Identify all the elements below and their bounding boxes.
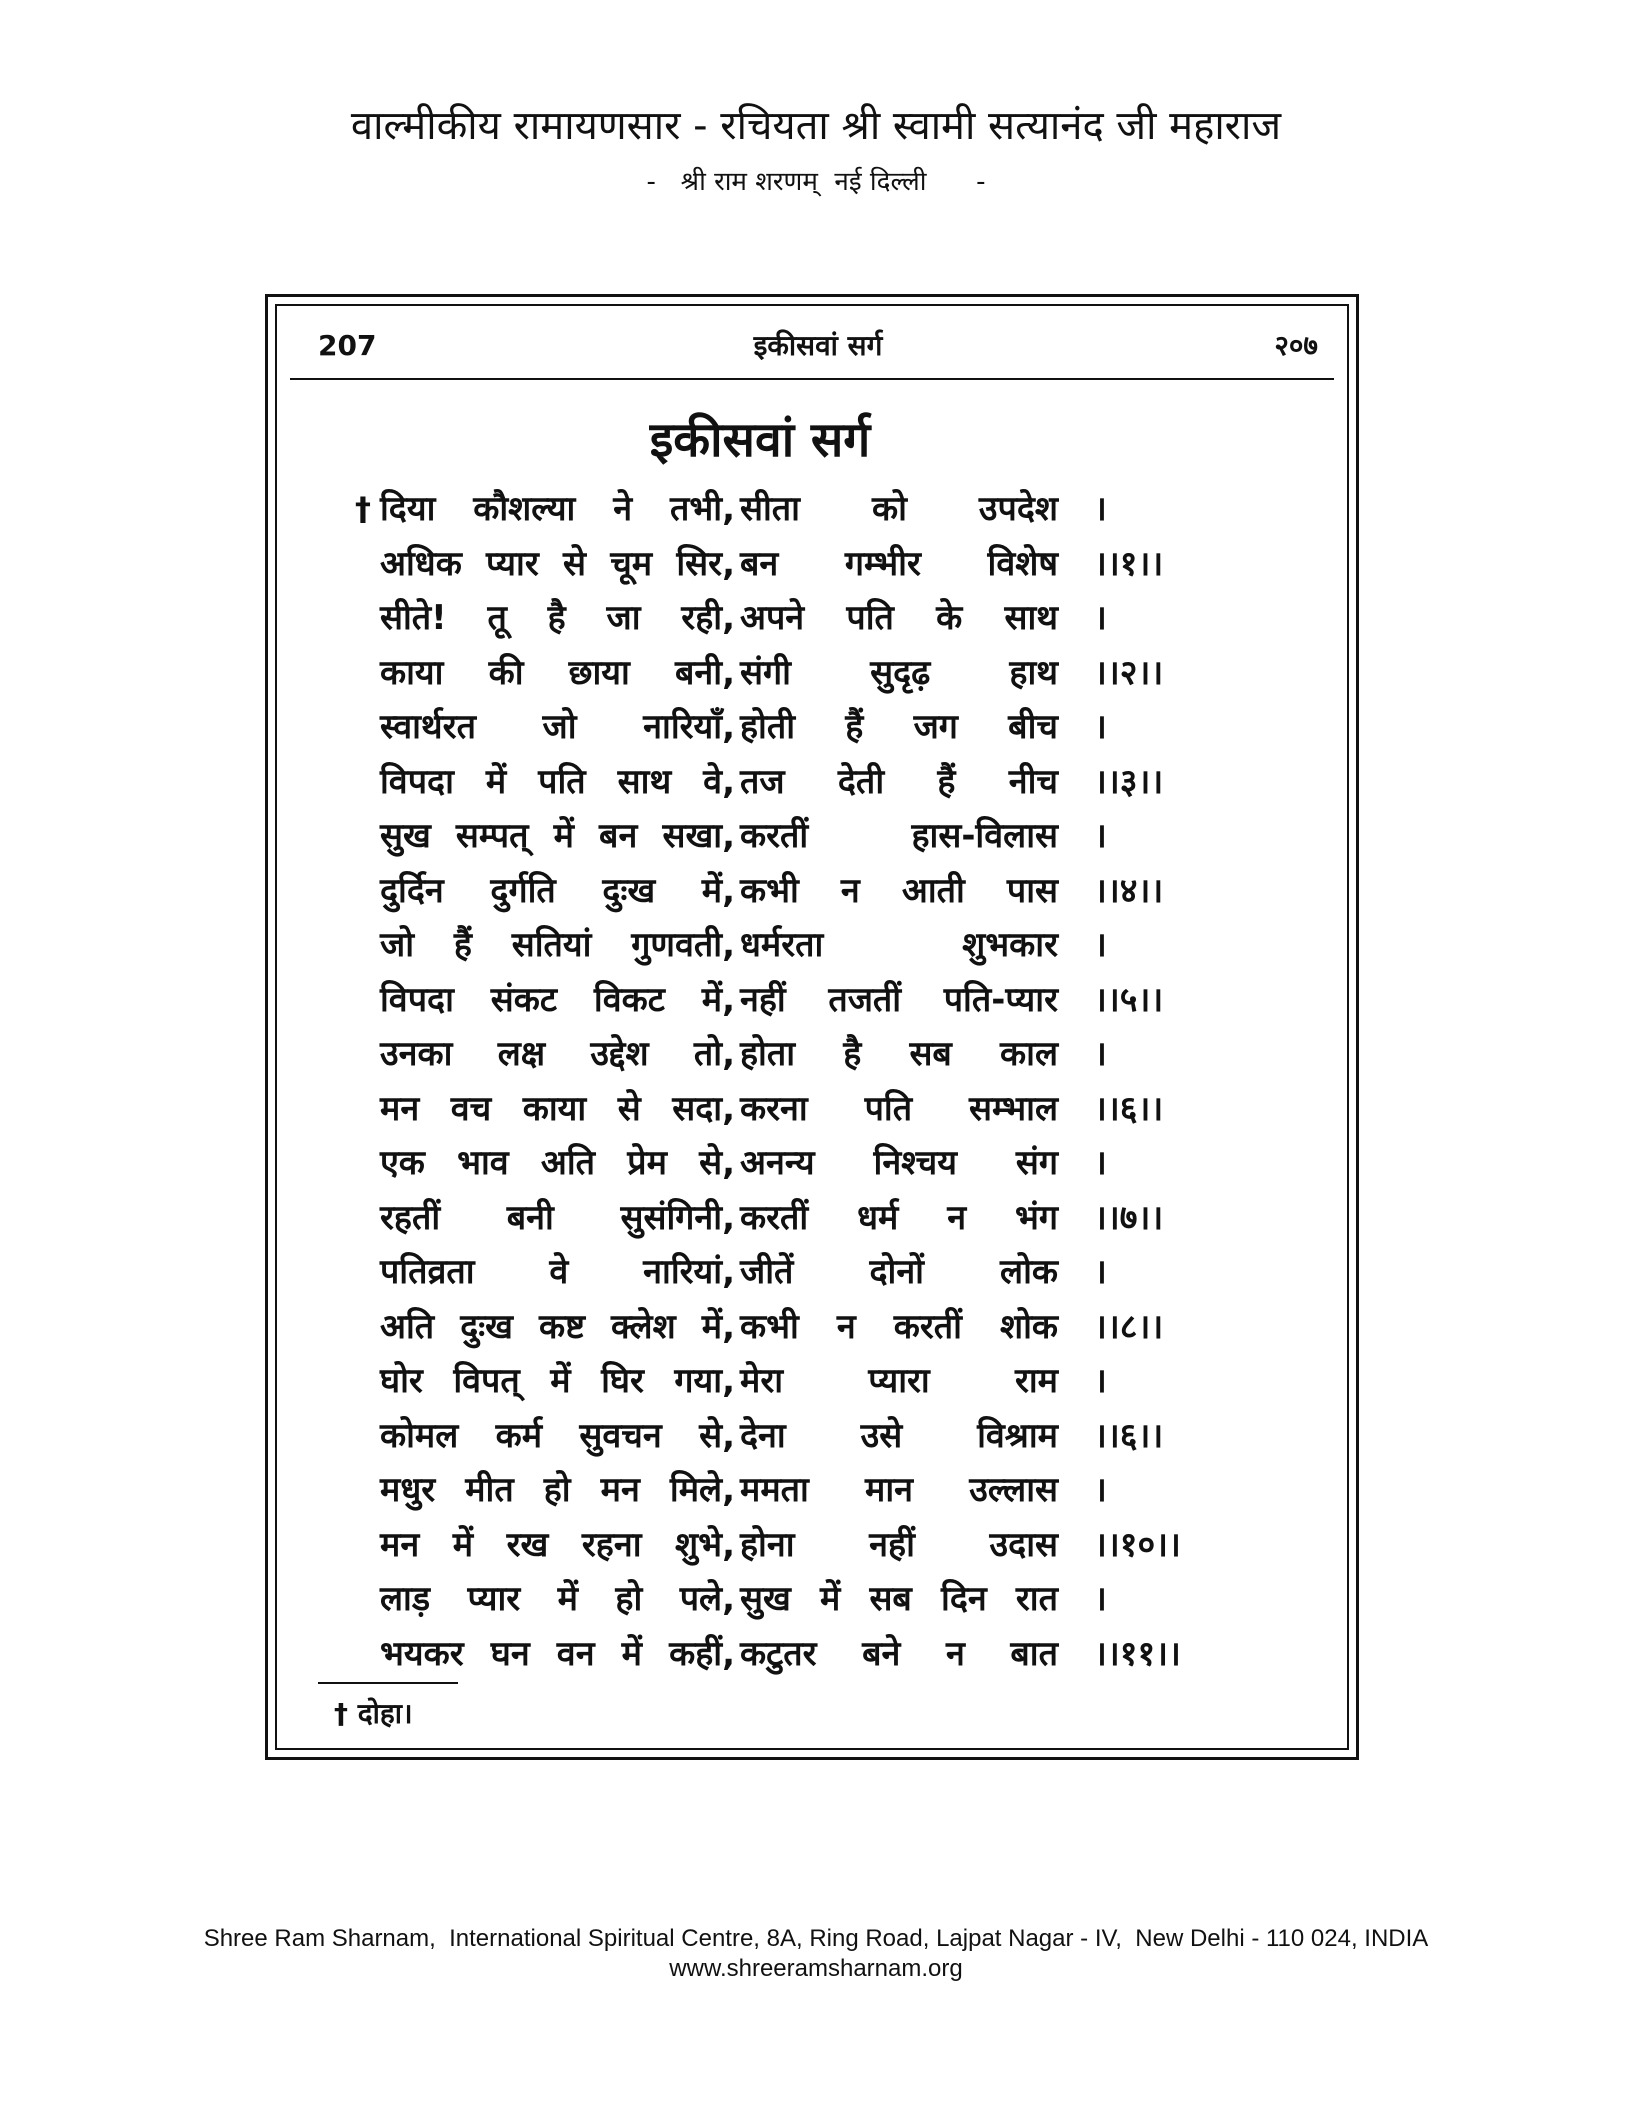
verse-number: ।।५।। — [1094, 979, 1164, 1020]
verse-line — [0, 1518, 1632, 1572]
verse-number: ।।२।। — [1094, 652, 1164, 693]
verse-half: होती हैं जग बीच — [740, 707, 1058, 747]
verse-half: रहतीं बनी सुसंगिनी, — [380, 1197, 735, 1238]
verse-half: मधुर मीत हो मन मिले, — [380, 1470, 735, 1510]
verse-half: करतीं हास-विलास — [740, 816, 1058, 856]
verse-line — [0, 646, 1632, 700]
running-head — [318, 326, 1318, 366]
verse-line — [0, 1300, 1632, 1354]
footnote: † दोहा। — [334, 1697, 413, 1730]
verse-number: । — [1094, 707, 1107, 747]
verse-marker-dagger: † — [355, 490, 371, 528]
verse-half: अधिक प्यार से चूम सिर, — [380, 543, 735, 584]
verse-line — [0, 1572, 1632, 1626]
verse-half: देना उसे विश्राम — [740, 1415, 1058, 1456]
verse-line — [0, 918, 1632, 972]
verse-half: होना नहीं उदास — [740, 1524, 1058, 1565]
verse-number: ।।७।। — [1094, 1197, 1164, 1238]
verse-line — [0, 482, 1632, 536]
verse-half: कटुतर बने न बात — [740, 1633, 1058, 1674]
verse-half: मन में रख रहना शुभे, — [380, 1524, 735, 1565]
verse-number: ।।६।। — [1094, 1088, 1164, 1129]
footer-address: Shree Ram Sharnam, International Spiritual Centre, 8A, Ring Road, Lajpat Nagar - IV, New Delhi - 110 024, INDIA — [203, 1925, 1429, 1952]
verse-line — [0, 537, 1632, 591]
verse-half: भयकर घन वन में कहीं, — [380, 1633, 735, 1674]
verse-half: बन गम्भीर विशेष — [740, 543, 1058, 584]
verse-half: घोर विपत् में घिर गया, — [380, 1361, 735, 1401]
verse-half: मन वच काया से सदा, — [380, 1088, 735, 1129]
verse-half: विपदा में पति साथ वे, — [380, 761, 735, 802]
page-number-devanagari: २०७ — [1274, 329, 1318, 362]
verse-half: जीतें दोनों लोक — [740, 1252, 1058, 1292]
verse-number: । — [1094, 1034, 1107, 1074]
verse-half: कभी न करतीं शोक — [740, 1306, 1058, 1347]
verse-half: मेरा प्यारा राम — [740, 1361, 1058, 1401]
verse-half: अति दुःख कष्ट क्लेश में, — [380, 1306, 735, 1347]
verse-half: सीता को उपदेश — [740, 489, 1058, 529]
verse-half: पतिव्रता वे नारियां, — [380, 1252, 735, 1292]
verse-number: । — [1094, 1470, 1107, 1510]
verse-half: लाड़ प्यार में हो पले, — [380, 1579, 735, 1619]
verse-half: स्वार्थरत जो नारियाँ, — [380, 707, 735, 747]
verse-half: दुर्दिन दुर्गति दुःख में, — [380, 870, 735, 911]
verse-number: । — [1094, 925, 1107, 965]
verse-number: । — [1094, 1252, 1107, 1292]
verse-half: धर्मरता शुभकार — [740, 925, 1058, 965]
verse-half: उनका लक्ष उद्देश तो, — [380, 1034, 735, 1074]
verse-number: ।।११।। — [1094, 1633, 1181, 1674]
verse-half: विपदा संकट विकट में, — [380, 979, 735, 1020]
footer-website: www.shreeramsharnam.org — [669, 1955, 963, 1982]
verse-line — [0, 1191, 1632, 1245]
verse-half: एक भाव अति प्रेम से, — [380, 1143, 735, 1183]
footnote-rule — [318, 1682, 458, 1684]
running-head-rule — [290, 378, 1334, 380]
verse-half: काया की छाया बनी, — [380, 652, 735, 693]
verse-number: ।।३।। — [1094, 761, 1164, 802]
verse-line — [0, 700, 1632, 754]
verse-line — [0, 1354, 1632, 1408]
verse-line — [0, 755, 1632, 809]
verse-line — [0, 1245, 1632, 1299]
verse-number: । — [1094, 489, 1107, 529]
verse-line — [0, 864, 1632, 918]
verse-number: ।।८।। — [1094, 1306, 1164, 1347]
verse-line — [0, 1027, 1632, 1081]
verse-number: ।।४।। — [1094, 870, 1164, 911]
running-head-title: इकीसवां सर्ग — [753, 329, 883, 362]
verse-line — [0, 591, 1632, 645]
verse-line — [0, 973, 1632, 1027]
verse-half: संगी सुदृढ़ हाथ — [740, 652, 1058, 693]
verse-half: सुख सम्पत् में बन सखा, — [380, 816, 735, 856]
verse-half: जो हैं सतियां गुणवती, — [380, 925, 735, 965]
verse-line — [0, 1463, 1632, 1517]
page-header-subtitle: - श्री राम शरणम् नई दिल्ली - — [646, 167, 986, 197]
verse-half: अनन्य निश्चय संग — [740, 1143, 1058, 1183]
verse-half: होता है सब काल — [740, 1034, 1058, 1074]
verse-half: अपने पति के साथ — [740, 598, 1058, 638]
chapter-title: इकीसवां सर्ग — [649, 412, 871, 468]
verse-number: । — [1094, 1361, 1107, 1401]
verse-half: तज देती हैं नीच — [740, 761, 1058, 802]
verse-half: सुख में सब दिन रात — [740, 1579, 1058, 1619]
verse-half: कोमल कर्म सुवचन से, — [380, 1415, 735, 1456]
verse-half: करतीं धर्म न भंग — [740, 1197, 1058, 1238]
verse-number: ।।१।। — [1094, 543, 1164, 584]
verse-half: सीते! तू है जा रही, — [380, 598, 735, 638]
verse-number: । — [1094, 598, 1107, 638]
verse-half: कभी न आती पास — [740, 870, 1058, 911]
verse-line — [0, 1136, 1632, 1190]
verse-half: दिया कौशल्या ने तभी, — [380, 489, 735, 529]
verse-number: । — [1094, 1143, 1107, 1183]
verse-half: करना पति सम्भाल — [740, 1088, 1058, 1129]
verse-number: ।।१०।। — [1094, 1524, 1181, 1565]
verse-number: । — [1094, 816, 1107, 856]
verse-line — [0, 1627, 1632, 1681]
verse-number: ।।६।। — [1094, 1415, 1164, 1456]
verse-half: ममता मान उल्लास — [740, 1470, 1058, 1510]
verse-half: नहीं तजतीं पति-प्यार — [740, 979, 1058, 1020]
page-number: 207 — [318, 329, 377, 362]
verse-line — [0, 1409, 1632, 1463]
verse-number: । — [1094, 1579, 1107, 1619]
verse-line — [0, 1082, 1632, 1136]
verse-line — [0, 809, 1632, 863]
page-header-title: वाल्मीकीय रामायणसार - रचियता श्री स्वामी सत्यानंद जी महाराज — [350, 103, 1282, 149]
